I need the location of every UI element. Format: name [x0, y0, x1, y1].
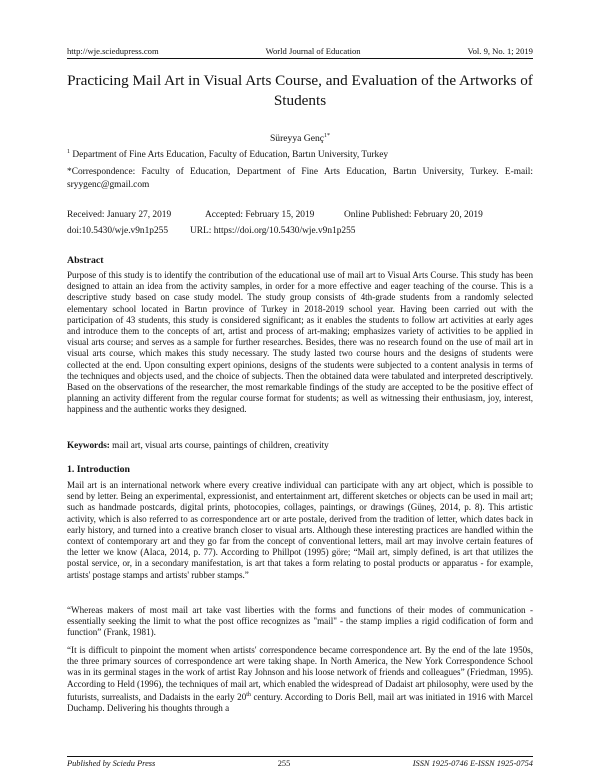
intro-paragraph-2: “Whereas makers of most mail art take vast liberties with the forms and functions of their modes of communication - essentially seeking the limit to what the post office recognizes as "mail" - the stamp implies a rigid codification of form and function” (Frank, 1981).	[67, 605, 533, 638]
author-line	[67, 133, 533, 144]
doi-url[interactable]: URL: https://doi.org/10.5430/wje.v9n1p255	[190, 226, 356, 236]
abstract-text: Purpose of this study is to identify the contribution of the educational use of mail art to Visual Arts Course. This study has been designed to attain an idea from the activity samples, in order for a more effective and eager teaching of the course. This is a descriptive study based on case study model. The study group consists of 4th-grade students from a randomly selected elementary school located in Bartın province of Turkey in 2018-2019 school year. Having been carried out with the participation of 43 students, this study is considered significant; as it enables the students to follow art activities at early ages and introduce them to the concepts of art, artist and process of art-making; emphasizes variety of activities to be applied in visual arts course; and serves as a sample for further researches. Besides, there was no research found on the use of mail art in visual arts course, which makes this study necessary. The study lasted two course hours and the designs of students were collected at the end. Upon consulting expert opinions, designs of the students were subjected to a content analysis in terms of the techniques and objects used, and the choice of subjects. Then the obtained data were tabulated and interpreted descriptively. Based on the observations of the researcher, the most remarkable findings of the study are accepted to be the positive effect of planning an activity different from the regular course format for students; as well as witnessing their enthusiasm, joy, interest, happiness and the authentic works they designed.	[67, 270, 533, 415]
volume-info: Vol. 9, No. 1; 2019	[467, 46, 533, 56]
affiliation-mark: 1	[67, 149, 70, 155]
section-heading-introduction: 1. Introduction	[67, 464, 130, 475]
issn: ISSN 1925-0746 E-ISSN 1925-0754	[412, 759, 533, 768]
journal-url[interactable]: http://wje.sciedupress.com	[67, 46, 159, 56]
intro-paragraph-3-part-a: “It is difficult to pinpoint the moment when artists' correspondence became correspondence art. By the end of the late 1950s, the three primary sources of correspondence art were taking shape. In North America, the New York Correspondence School was in its germinal stages in the work of artist Ray Johnson and his loose network of friends and colleagues” (Friedman, 1995). According to Held (1996), the techniques of mail art, which enabled the widespread of Dadaist art philosophy, were used by the futurists, surrealists, and Dadaists in the early 20	[67, 645, 533, 702]
accepted-date: Accepted: February 15, 2019	[205, 210, 315, 220]
intro-paragraph-3	[67, 645, 533, 714]
author-affiliation-mark: 1*	[324, 133, 331, 139]
page-footer	[67, 756, 533, 768]
doi: doi:10.5430/wje.v9n1p255	[67, 226, 169, 236]
author-name: Süreyya Genç	[269, 133, 325, 145]
affiliation-text: Department of Fine Arts Education, Faculty of Education, Bartın University, Turkey	[72, 150, 389, 161]
keywords-text: mail art, visual arts course, paintings of children, creativity	[109, 440, 329, 450]
publication-dates	[67, 207, 533, 239]
paper-title: Practicing Mail Art in Visual Arts Course, and Evaluation of the Artworks of Students	[67, 72, 533, 109]
keywords-label: Keywords:	[67, 440, 110, 450]
published-date: Online Published: February 20, 2019	[344, 210, 483, 220]
ordinal-suffix: th	[246, 691, 251, 698]
affiliation	[67, 149, 533, 160]
publisher: Published by Sciedu Press	[67, 759, 156, 768]
received-date: Received: January 27, 2019	[67, 210, 172, 220]
abstract-heading: Abstract	[67, 255, 104, 266]
running-header	[67, 46, 533, 59]
page-number: 255	[277, 759, 291, 768]
keywords	[67, 440, 533, 450]
journal-name: World Journal of Education	[265, 46, 361, 56]
correspondence: *Correspondence: Faculty of Education, Department of Fine Arts Education, Bartın University, Turkey. E-mail: sryygenc@gmail.com	[67, 167, 533, 190]
intro-paragraph-1: Mail art is an international network where every creative individual can participate with any art object, which is possible to send by letter. Being an experimental, expressionist, and entertainment art, different sketches or objects can be used in mail art; such as handmade postcards, digital prints, photocopies, collages, paintings, or drawings (Güneş, 2014, p. 8). This artistic activity, which is also referred to as correspondence art or arte postale, derived from the tradition of letter, which dates back in early history, and turned into a creative branch closer to visual arts. Although these interesting practices are handled within the context of contemporary art and they go far from the concept of conventional letters, mail art may involve certain features of the letter we know (Alaca, 2014, p. 77). According to Phillpot (1995) göre; “Mail art, simply defined, is art that utilizes the postal service, or, in a secondary manifestation, is art that takes a form relating to postal products or apparatus - for example, artists' postage stamps and artists' rubber stamps.”	[67, 480, 533, 580]
intro-paragraph-3-part-b: century. According to Doris Bell, mail art was initiated in 1916 with Marcel Duchamp. Delivering his thoughts through a	[67, 691, 533, 714]
